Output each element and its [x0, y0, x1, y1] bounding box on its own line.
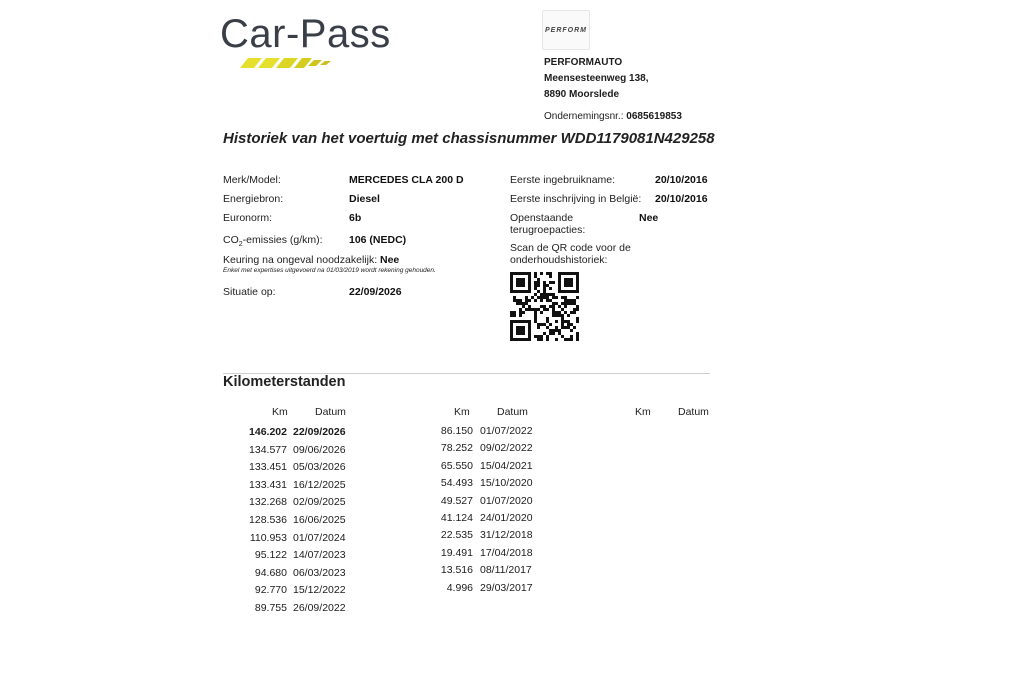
- first-use-label: Eerste ingebruikname:: [510, 174, 616, 186]
- mileage-date: 06/03/2023: [293, 566, 346, 579]
- col3-date-header: Datum: [678, 406, 709, 418]
- mileage-km: 128.536: [249, 514, 287, 526]
- mileage-km: 132.268: [249, 496, 287, 509]
- mileage-date: 09/02/2022: [480, 442, 533, 455]
- mileage-km: 92.770: [254, 584, 287, 597]
- co2-label: $CO_2$-emissies (g/km):: [223, 234, 323, 249]
- mileage-km: 49.527: [440, 494, 473, 507]
- mileage-date: 15/12/2022: [293, 584, 346, 597]
- inspection-value: Nee: [380, 254, 400, 266]
- qr-code-icon[interactable]: [510, 272, 579, 341]
- enterprise-label: Ondernemingsnr.:: [544, 111, 624, 122]
- mileage-km: 78.252: [440, 442, 473, 455]
- mileage-km: 95.122: [254, 549, 287, 562]
- first-registration-value: 20/10/2016: [655, 193, 708, 205]
- situation-label: Situatie op:: [223, 286, 276, 298]
- mileage-date: 15/10/2020: [480, 477, 533, 490]
- mileage-date: 01/07/2022: [480, 425, 533, 437]
- mileage-km: 4.996: [446, 581, 473, 594]
- make-label: Merk/Model:: [223, 174, 281, 186]
- mileage-km: 133.451: [249, 461, 287, 474]
- energy-label: Energiebron:: [223, 193, 284, 205]
- mileage-date: 16/12/2025: [293, 478, 346, 491]
- mileage-date: 14/07/2023: [293, 549, 346, 562]
- enterprise-number: [544, 111, 682, 122]
- mileage-date: 29/03/2017: [480, 581, 533, 594]
- mileage-date: 16/06/2025: [293, 514, 346, 526]
- mileage-km: 54.493: [440, 477, 473, 490]
- dealer-street: Meensesteenweg 138,: [544, 73, 649, 84]
- mileage-date: 15/04/2021: [480, 459, 533, 472]
- col2-date-header: Datum: [497, 406, 528, 418]
- inspection-note: Enkel met expertises uitgevoerd na 01/03/2019 wordt rekening gehouden.: [223, 267, 436, 274]
- situation-value: 22/09/2026: [349, 286, 402, 298]
- euronorm-label: Euronorm:: [223, 212, 273, 224]
- mileage-km: 89.755: [254, 602, 287, 614]
- car-pass-stripes-icon: [240, 54, 340, 70]
- mileage-km: 133.431: [249, 478, 287, 491]
- mileage-km: 13.516: [440, 564, 473, 577]
- first-use-value: 20/10/2016: [655, 174, 708, 186]
- inspection-label: Keuring na ongeval noodzakelijk:: [223, 254, 378, 266]
- first-registration-label: Eerste inschrijving in België:: [510, 193, 642, 205]
- col3-km-header: Km: [635, 406, 651, 418]
- dealer-name: PERFORMAUTO: [544, 57, 623, 68]
- mileage-km: 94.680: [254, 566, 287, 579]
- mileage-date: 24/01/2020: [480, 512, 533, 524]
- mileage-km: 134.577: [249, 443, 287, 456]
- mileage-km: 65.550: [440, 459, 473, 472]
- make-value: MERCEDES CLA 200 D: [349, 174, 464, 186]
- page-title: Historiek van het voertuig met chassisnummer WDD1179081N429258: [223, 130, 715, 147]
- mileage-title: Kilometerstanden: [223, 374, 346, 390]
- mileage-date: 31/12/2018: [480, 529, 533, 542]
- co2-value: 106 (NEDC): [349, 234, 407, 246]
- recalls-label-line1: Openstaande: [510, 212, 574, 224]
- qr-label-line1: Scan de QR code voor de: [510, 242, 631, 254]
- mileage-km: 110.953: [249, 531, 287, 544]
- mileage-date: 02/09/2025: [293, 496, 346, 509]
- energy-value: Diesel: [349, 193, 380, 205]
- mileage-km: 41.124: [440, 512, 473, 524]
- col2-km-header: Km: [454, 406, 470, 418]
- mileage-km: 146.202: [249, 426, 287, 438]
- dealer-city: 8890 Moorslede: [544, 89, 620, 100]
- col1-km-header: Km: [272, 406, 288, 418]
- mileage-km: 86.150: [440, 425, 473, 437]
- mileage-date: 09/06/2026: [293, 443, 346, 456]
- mileage-km: 19.491: [440, 546, 473, 559]
- dealer-logo: PERFORM: [542, 10, 590, 50]
- qr-label-line2: onderhoudshistoriek:: [510, 254, 608, 266]
- mileage-date: 17/04/2018: [480, 546, 533, 559]
- mileage-date: 01/07/2020: [480, 494, 533, 507]
- mileage-km: 22.535: [440, 529, 473, 542]
- euronorm-value: 6b: [349, 212, 362, 224]
- mileage-date: 05/03/2026: [293, 461, 346, 474]
- mileage-date: 01/07/2024: [293, 531, 346, 544]
- mileage-date: 22/09/2026: [293, 426, 346, 438]
- recalls-value: Nee: [639, 212, 659, 224]
- mileage-date: 26/09/2022: [293, 602, 346, 614]
- car-pass-logo: Car-Pass: [220, 12, 391, 56]
- recalls-label-line2: terugroepacties:: [510, 224, 586, 236]
- col1-date-header: Datum: [315, 406, 346, 418]
- mileage-date: 08/11/2017: [480, 564, 532, 577]
- enterprise-value: 0685619853: [626, 111, 682, 122]
